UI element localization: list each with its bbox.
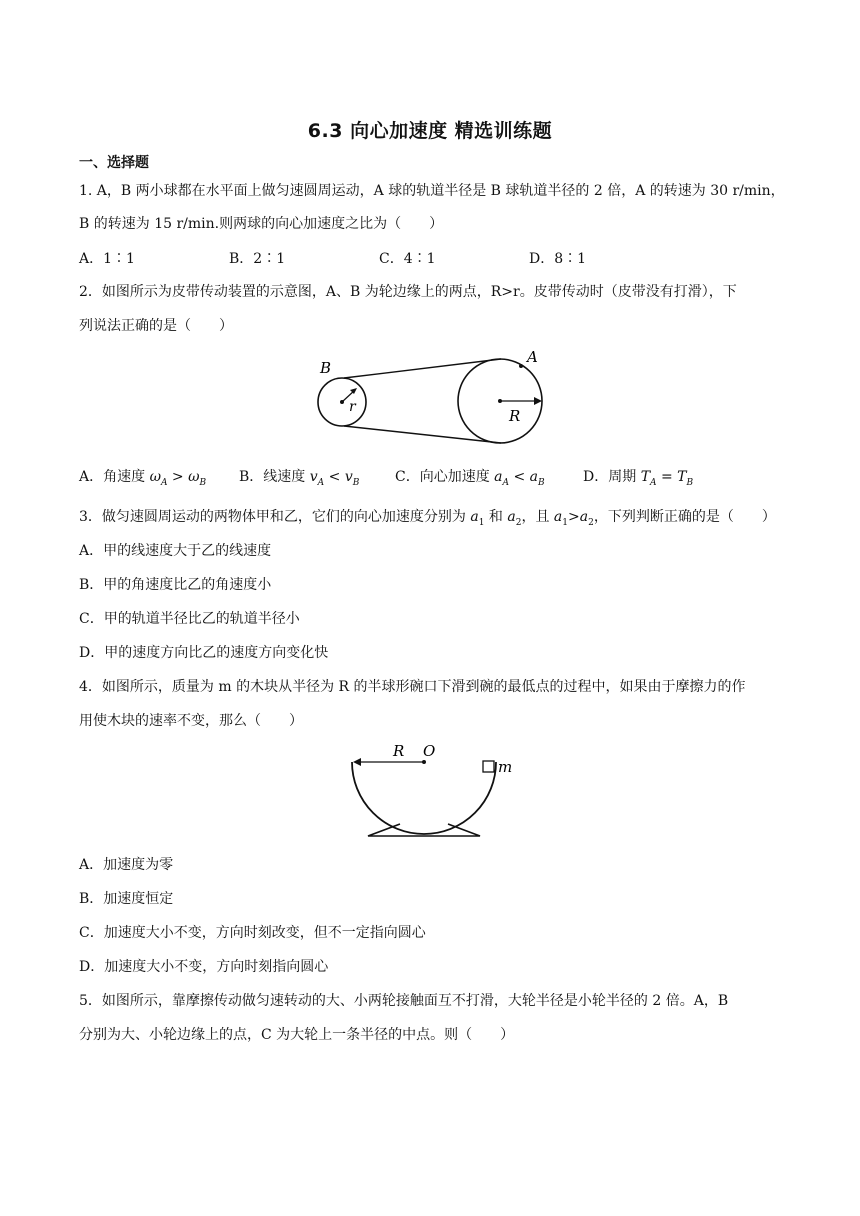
- q4-option-a[interactable]: A．加速度为零: [79, 857, 174, 873]
- q1-options: [79, 248, 679, 268]
- q3-option-b[interactable]: B．甲的角速度比乙的角速度小: [79, 577, 272, 593]
- q2-option-b[interactable]: B．线速度 $v_A < v_B$: [239, 469, 360, 488]
- bowl-label-m: m: [498, 758, 513, 776]
- q4-option-d[interactable]: D．加速度大小不变，方向时刻指向圆心: [79, 959, 329, 975]
- label-R: R: [509, 407, 521, 425]
- radius-R-arrowhead: [534, 397, 542, 405]
- q3-option-c[interactable]: C．甲的轨道半径比乙的轨道半径小: [79, 611, 300, 627]
- q4-option-c[interactable]: C．加速度大小不变，方向时刻改变，但不一定指向圆心: [79, 925, 426, 941]
- q1-option-b[interactable]: B．2∶1: [229, 251, 286, 267]
- q2-option-d[interactable]: D．周期 $T_A = T_B$: [583, 469, 694, 488]
- q1-line2: B 的转速为 15 r/min.则两球的向心加速度之比为（ ）: [79, 216, 444, 232]
- belt-bottom: [344, 426, 501, 443]
- section-heading: 一、选择题: [79, 155, 149, 171]
- bowl-radius-arrowhead: [353, 758, 361, 766]
- q4-option-b[interactable]: B．加速度恒定: [79, 891, 174, 907]
- q3-line1: 3．做匀速圆周运动的两物体甲和乙，它们的向心加速度分别为 $a_1$ 和 $a_2$，且 $a_1>a_2$，下列判断正确的是（ ）: [79, 509, 776, 528]
- bowl-figure: [340, 736, 525, 841]
- q1-option-c[interactable]: C．4∶1: [379, 251, 436, 267]
- q1-line1: 1. A，B 两小球都在水平面上做匀速圆周运动，A 球的轨道半径是 B 球轨道半径的 2 倍，A 的转速为 30 r/min，: [79, 183, 785, 199]
- point-a: [519, 364, 523, 368]
- q5-line1: 5．如图所示，靠摩擦传动做匀速转动的大、小两轮接触面互不打滑，大轮半径是小轮半径的 2 倍。A，B: [79, 993, 729, 1009]
- label-b: B: [320, 359, 332, 377]
- block-m: [483, 761, 494, 772]
- q1-option-d[interactable]: D．8∶1: [529, 251, 587, 267]
- q2-options: [79, 466, 713, 488]
- q3-option-d[interactable]: D．甲的速度方向比乙的速度方向变化快: [79, 645, 329, 661]
- q2-option-c[interactable]: C．向心加速度 $a_A < a_B$: [395, 469, 545, 488]
- q4-line1: 4．如图所示，质量为 m 的木块从半径为 R 的半球形碗口下滑到碗的最低点的过程中，如果由于摩擦力的作: [79, 679, 746, 695]
- q5-line2: 分别为大、小轮边缘上的点，C 为大轮上一条半径的中点。则（ ）: [79, 1027, 515, 1043]
- q2-line2: 列说法正确的是（ ）: [79, 318, 233, 334]
- q1-option-a[interactable]: A．1∶1: [79, 251, 135, 267]
- page-title: 6.3 向心加速度 精选训练题: [307, 120, 553, 142]
- q2-option-a[interactable]: A．角速度 $\omega_A > \omega_B$: [79, 469, 207, 488]
- label-a: A: [527, 348, 538, 366]
- q2-line1: 2．如图所示为皮带传动装置的示意图，A、B 为轮边缘上的两点，R>r。皮带传动时（皮带没有打滑），下: [79, 284, 737, 300]
- bowl-arc: [352, 762, 496, 834]
- belt-drive-figure: [300, 340, 560, 455]
- q3-option-a[interactable]: A．甲的线速度大于乙的线速度: [79, 543, 272, 559]
- q4-line2: 用使木块的速率不变，那么（ ）: [79, 713, 303, 729]
- belt-top: [344, 359, 501, 378]
- bowl-label-r: R: [393, 742, 405, 760]
- label-r: r: [349, 399, 356, 415]
- bowl-label-o: O: [423, 742, 436, 760]
